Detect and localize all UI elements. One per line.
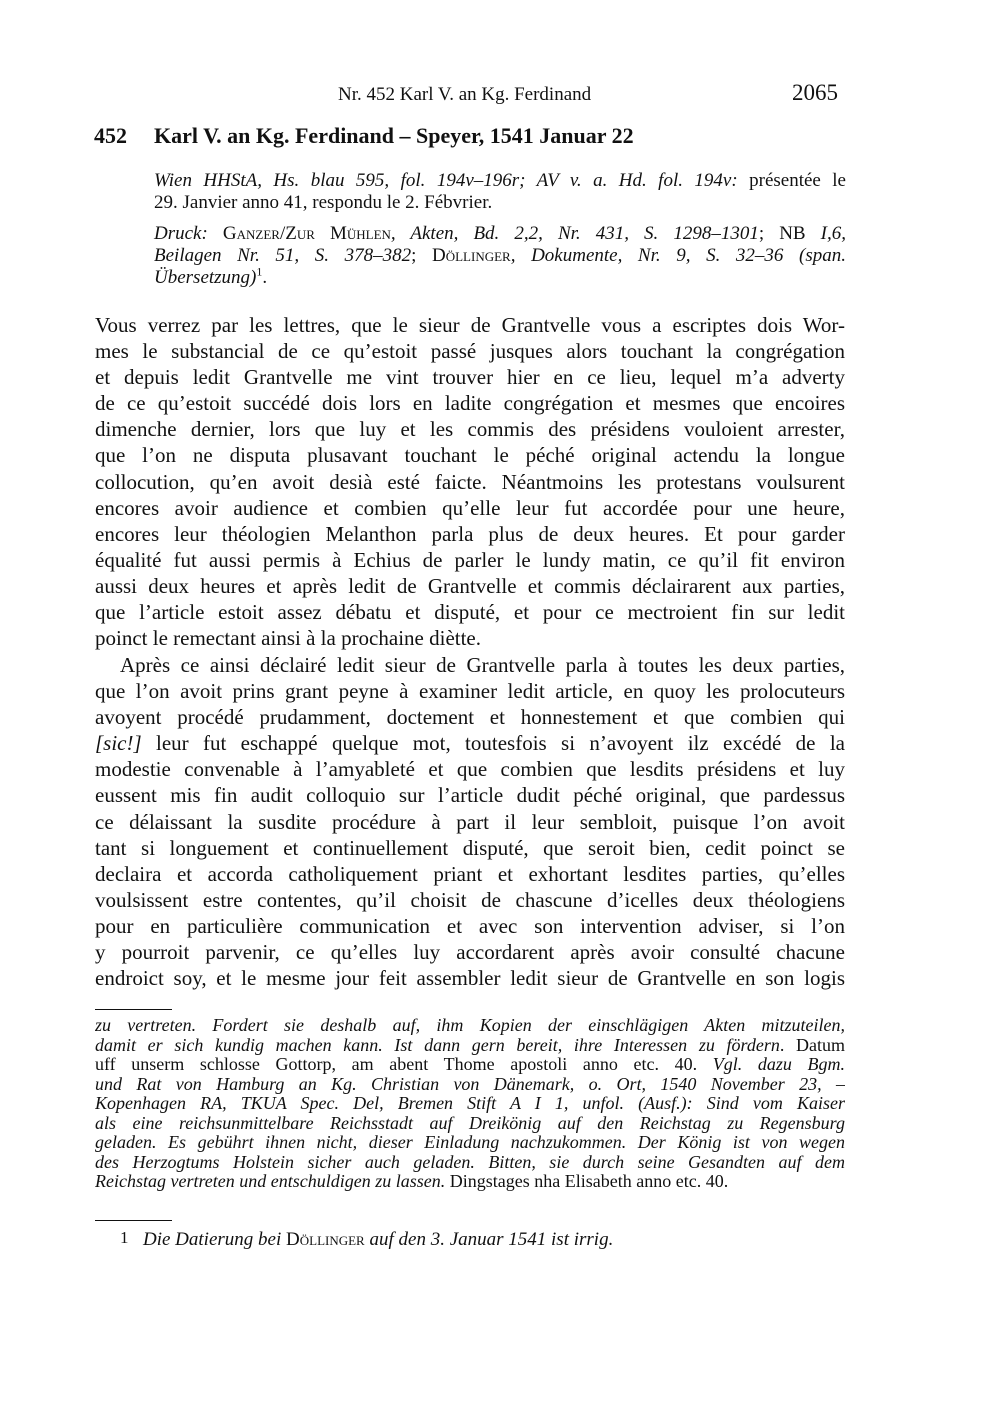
print-reference: Übersetzung) bbox=[154, 267, 257, 288]
page-number: 2065 bbox=[792, 80, 838, 105]
footnote-marker: 1 bbox=[120, 1228, 129, 1247]
footnote-text: Die Datierung bei bbox=[143, 1229, 287, 1250]
note-segment: Reichstag vertreten und entschuldigen zu lassen. bbox=[95, 1172, 446, 1191]
print-source-line bbox=[154, 223, 846, 245]
text-line: aussi deux heures et après ledit de Grantvelle et commis déclairarent aux parties, bbox=[95, 573, 845, 598]
separator: ; NB bbox=[758, 223, 821, 244]
text-line: collocution, qu’en avoit desià esté faicte. Néantmoins les protestans voulsurent bbox=[95, 469, 845, 494]
print-reference: , Dokumente, Nr. 9, S. 32–36 (span. bbox=[510, 245, 846, 266]
text-line: encores leur théologien Melanthon parla plus de deux heures. Et pour garder bbox=[95, 521, 845, 546]
note-line: zu vertreten. Fordert sie deshalb auf, ihm Kopien der einschlägigen Akten mitzuteilen, bbox=[95, 1016, 845, 1035]
text-line: de ce qu’estoit succédé dois lors en ladite congrégation et mesmes que encoires bbox=[95, 391, 845, 416]
text-line: declaira et accorda catholiquement priant et exhortant lesdites parties, qu’elles bbox=[95, 861, 845, 886]
footnote-reference[interactable]: 1 bbox=[256, 264, 263, 279]
footnote-divider bbox=[95, 1220, 172, 1221]
note-line bbox=[95, 1036, 845, 1056]
text-line: pour en particulière communication et avec son intervention adviser, si l’on bbox=[95, 913, 845, 938]
text-line: tant si longuement et continuellement disputé, que seroit bien, cedit poinct se bbox=[95, 835, 845, 860]
text-line: poinct le remectant ainsi à la prochaine diètte. bbox=[95, 626, 481, 651]
note-segment: Dingstages nha Elisabeth anno etc. 40. bbox=[445, 1172, 729, 1191]
notes-divider bbox=[95, 1009, 172, 1010]
print-reference: Beilagen Nr. 51, S. 378–382 bbox=[154, 245, 412, 266]
text-line: mes le substancial de ce qu’estoit passé jusques alors touchant la congrégation bbox=[95, 339, 845, 364]
archive-source-line bbox=[154, 170, 846, 192]
druck-label: Druck: bbox=[154, 223, 208, 244]
text-line: équalité fut aussi permis à Echius de parler le lundy matin, ce qu’il fit environ bbox=[95, 547, 845, 572]
note-line: des Herzogtums Holstein sicher auch geladen. Bitten, sie durch seine Gesandten auf dem bbox=[95, 1152, 845, 1172]
text-line: encores avoir audience et combien qu’elle leur fut accordée pour une heure, bbox=[95, 495, 845, 520]
archive-reference: Wien HHStA, Hs. blau 595, fol. 194v–196r; AV v. a. Hd. fol. 194v: bbox=[154, 170, 738, 191]
text-line: voulsissent estre contentes, qu’il choisit de chascune d’icelles deux théologiens bbox=[95, 887, 845, 912]
text-line bbox=[95, 730, 845, 756]
note-segment: damit er sich kundig machen kann. Ist dann gern bereit, ihre Interessen zu fördern bbox=[95, 1035, 780, 1055]
text-line: et depuis ledit Grantvelle me vint trouver hier en ce lieu, lequel m’a adverty bbox=[95, 365, 845, 390]
print-source-line bbox=[154, 264, 846, 289]
body-paragraph-2 bbox=[95, 652, 845, 991]
print-reference: I,6, bbox=[820, 223, 846, 244]
note-line: als eine reichsunmittelbare Reichsstadt auf Dreikönig auf den Reichstag zu Regensburg bbox=[95, 1113, 845, 1133]
separator: ; bbox=[411, 245, 432, 266]
text-line: que l’on avoit prins grant peyne à examiner ledit article, en quoy les prolocuteurs bbox=[95, 679, 845, 704]
body-paragraph-1 bbox=[95, 312, 845, 651]
carryover-notes bbox=[95, 1016, 845, 1192]
text-line: Après ce ainsi déclairé ledit sieur de Grantvelle parla à toutes les deux parties, bbox=[120, 653, 845, 677]
sic-marker: [sic!] bbox=[95, 731, 142, 756]
text-line: avoyent procédé prudamment, doctement et honnestement et que combien qui bbox=[95, 705, 845, 730]
period: . bbox=[262, 267, 268, 288]
note-line: und Rat von Hamburg an Kg. Christian von Dänemark, o. Ort, 1540 November 23, – bbox=[95, 1074, 845, 1094]
text-line: eussent mis fin audit colloquio sur l’article dudit péché original, que pardessus bbox=[95, 783, 845, 808]
text-line: Vous verrez par les lettres, que le sieur de Grantvelle vous a escriptes dois Wor- bbox=[95, 313, 845, 337]
author-name: Döllinger bbox=[286, 1229, 365, 1250]
text-line: modestie convenable à l’amyableté et que combien que lesdits présidens et luy bbox=[95, 757, 845, 782]
note-segment: . Datum bbox=[779, 1035, 845, 1055]
text-line: que l’on ne disputa plusavant touchant le péché original actendu la longue bbox=[95, 443, 845, 468]
footnote-text: auf den 3. Januar 1541 ist irrig. bbox=[364, 1229, 614, 1250]
footnote bbox=[120, 1228, 840, 1251]
text-line: dimenche dernier, lors que luy et les commis des présidens vouloient arrester, bbox=[95, 417, 845, 442]
archive-source-line: 29. Janvier anno 41, respondu le 2. Fébvrier. bbox=[154, 192, 493, 213]
author-name: Ganzer/Zur Mühlen bbox=[222, 223, 391, 244]
text-line: y pourroit parvenir, ce qu’elles luy accordarent après avoir consulté chacune bbox=[95, 940, 845, 965]
document-heading bbox=[94, 123, 854, 153]
note-line: Kopenhagen RA, TKUA Spec. Del, Bremen Stift A I 1, unfol. (Ausf.): Sind vom Kaiser bbox=[95, 1094, 845, 1113]
note-line bbox=[95, 1172, 845, 1192]
running-title: Nr. 452 Karl V. an Kg. Ferdinand bbox=[338, 84, 592, 105]
text-segment: leur fut eschappé quelque mot, toutesfois si n’avoyent ilz excédé de la bbox=[141, 731, 845, 756]
document-title: Karl V. an Kg. Ferdinand – Speyer, 1541 Januar 22 bbox=[154, 123, 634, 148]
text-line: endroict soy, et le mesme jour feit assembler ledit sieur de Grantvelle en son logis bbox=[95, 966, 845, 991]
author-name: Döllinger bbox=[432, 245, 511, 266]
archive-note: présentée le bbox=[737, 170, 846, 191]
note-line: geladen. Es gebührt ihnen nicht, dieser Einladung nachzukommen. Der König ist von wegen bbox=[95, 1133, 845, 1152]
running-header bbox=[0, 80, 1004, 110]
note-segment: Vgl. dazu Bgm. bbox=[712, 1055, 845, 1074]
archive-source bbox=[154, 170, 846, 214]
print-source bbox=[154, 223, 846, 289]
text-line: que l’article estoit assez débatu et disputé, et pour ce mectroient fin sur ledit bbox=[95, 600, 845, 625]
note-segment: uff unserm schlosse Gottorp, am abent Thome apostoli anno etc. 40. bbox=[95, 1055, 713, 1074]
text-line: ce délaissant la susdite procédure à part il leur sembloit, puisque l’on avoit bbox=[95, 809, 845, 834]
document-number: 452 bbox=[94, 123, 127, 148]
note-line bbox=[95, 1055, 845, 1075]
print-reference: , Akten, Bd. 2,2, Nr. 431, S. 1298–1301 bbox=[390, 223, 759, 244]
